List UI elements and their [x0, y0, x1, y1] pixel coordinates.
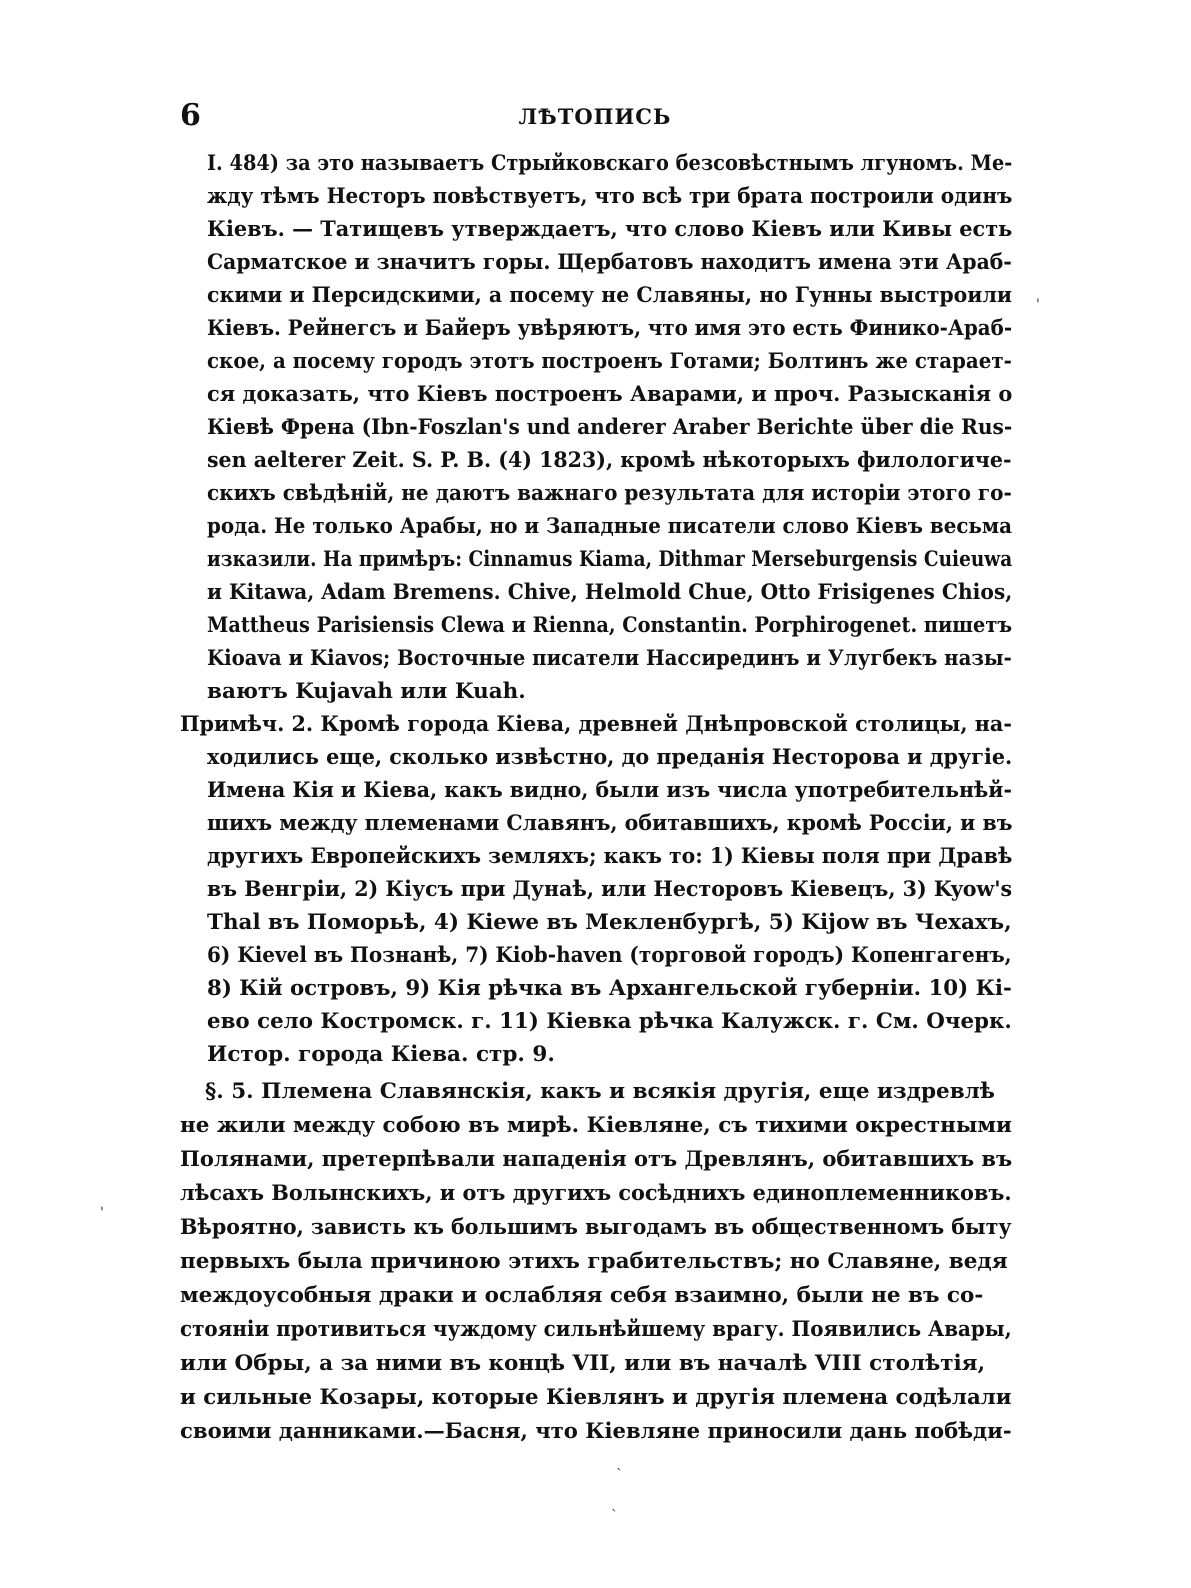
note-line: 6) Kievel въ Познанѣ, 7) Kiob-haven (торговой городъ) Копенгагенъ, — [207, 943, 1012, 968]
scan-speck: ` — [611, 1508, 618, 1524]
note-line: Имена Кія и Кіева, какъ видно, были изъ числа употребительнѣй- — [207, 778, 1012, 803]
scan-speck: ` — [616, 1467, 623, 1483]
note-line: 8) Кій островъ, 9) Кія рѣчка въ Архангельской губерніи. 10) Кі- — [207, 976, 1012, 1001]
note-line: Истор. города Кіева. стр. 9. — [207, 1042, 555, 1067]
section-heading-line: §. 5. Племена Славянскія, какъ и всякія другія, еще издревлѣ — [205, 1079, 995, 1104]
footnote-line: рода. Не только Арабы, но и Западные писатели слово Кіевъ весьма — [207, 514, 1012, 539]
footnote-line: скихъ свѣдѣній, не даютъ важнаго результата для исторіи этого го- — [207, 481, 1012, 506]
main-text-line: своими данниками.—Басня, что Кіевляне приносили дань побѣди- — [180, 1419, 1012, 1444]
footnote-line: изказили. На примѣръ: Cinnamus Kiama, Dithmar Merseburgensis Cuieuwa — [207, 547, 1013, 572]
running-head — [180, 98, 1010, 138]
note-heading-line: Примѣч. 2. Кромѣ города Кіева, древней Днѣпровской столицы, на- — [180, 712, 1012, 737]
main-text-line: первыхъ была причиною этихъ грабительствъ; но Славяне, ведя — [180, 1249, 1008, 1274]
page-number: 6 — [180, 98, 201, 133]
footnote-line: скими и Персидскими, а посему не Славяны, но Гунны выстроили — [207, 283, 1013, 308]
note-line: шихъ между племенами Славянъ, обитавшихъ, кромѣ Россіи, и въ — [207, 811, 1013, 836]
main-text-line: не жили между собою въ мирѣ. Кіевляне, съ тихими окрестными — [180, 1113, 1012, 1138]
note-line: въ Венгріи, 2) Кіусъ при Дунаѣ, или Несторовъ Кіевецъ, 3) Kyow's — [207, 877, 1013, 902]
footnote-line: ся доказать, что Кіевъ построенъ Аварами, и проч. Разысканія о — [207, 382, 1013, 407]
footnote-line: I. 484) за это называетъ Стрыйковскаго безсовѣстнымъ лгуномъ. Ме- — [207, 151, 1013, 176]
note-line: ево село Костромск. г. 11) Кіевка рѣчка Калужск. г. См. Очерк. — [207, 1009, 1012, 1034]
footnote-line: ское, а посему городъ этотъ построенъ Готами; Болтинъ же старает- — [207, 349, 1012, 374]
main-text-line: или Обры, а за ними въ концѣ VII, или въ началѣ VIII столѣтія, — [180, 1351, 986, 1376]
main-text-line: междоусобныя драки и ослабляя себя взаимно, были не въ со- — [180, 1283, 984, 1308]
footnote-line: sen aelterer Zeit. S. P. B. (4) 1823), кромѣ нѣкоторыхъ филологиче- — [207, 448, 1012, 473]
main-text-line: лѣсахъ Волынскихъ, и отъ другихъ сосѣднихъ единоплеменниковъ. — [180, 1181, 1012, 1206]
footnote-line: жду тѣмъ Несторъ повѣствуетъ, что всѣ три брата построили одинъ — [207, 184, 1013, 209]
main-text-line: Вѣроятно, зависть къ большимъ выгодамъ въ общественномъ быту — [180, 1215, 1012, 1240]
footnote-line: Kioava и Kiavos; Восточные писатели Нассирединъ и Улугбекъ назы- — [207, 646, 1012, 671]
main-text-line: Полянами, претерпѣвали нападенія отъ Древлянъ, обитавшихъ въ — [180, 1147, 1013, 1172]
footnote-line: Кіевѣ Френа (Ibn-Foszlan's und anderer Araber Berichte über die Rus- — [207, 415, 1013, 440]
footnote-line: ваютъ Kujavah или Kuah. — [207, 679, 526, 704]
note-line: Thal въ Поморьѣ, 4) Kiewe въ Мекленбургѣ, 5) Kijow въ Чехахъ, — [207, 910, 1012, 935]
main-text-line: и сильные Козары, которые Кіевлянъ и другія племена содѣлали — [180, 1385, 1012, 1410]
footnote-line: Кіевъ. — Татищевъ утверждаетъ, что слово Кіевъ или Кивы есть — [207, 217, 1013, 242]
scan-speck: ' — [1036, 297, 1040, 313]
footnote-line: Mattheus Parisiensis Clewa и Rienna, Constantin. Porphirogenet. пишетъ — [207, 613, 1013, 638]
note-line: другихъ Европейскихъ земляхъ; какъ то: 1) Кіевы поля при Дравѣ — [207, 844, 1013, 869]
footnote-line: Кіевъ. Рейнегсъ и Байеръ увѣряютъ, что имя это есть Финико-Араб- — [207, 316, 1013, 341]
main-text-line: стояніи противиться чуждому сильнѣйшему врагу. Появились Авары, — [180, 1317, 1012, 1342]
footnote-line: Сарматское и значитъ горы. Щербатовъ находитъ имена эти Араб- — [207, 250, 1012, 275]
footnote-line: и Kitawa, Adam Bremens. Chive, Helmold Chue, Otto Frisigenes Chios, — [207, 580, 1013, 605]
note-line: ходились еще, сколько извѣстно, до преданія Несторова и другіе. — [207, 745, 1013, 770]
scan-speck: ' — [100, 1205, 104, 1221]
running-title: ЛѢТОПИСЬ — [518, 104, 672, 129]
